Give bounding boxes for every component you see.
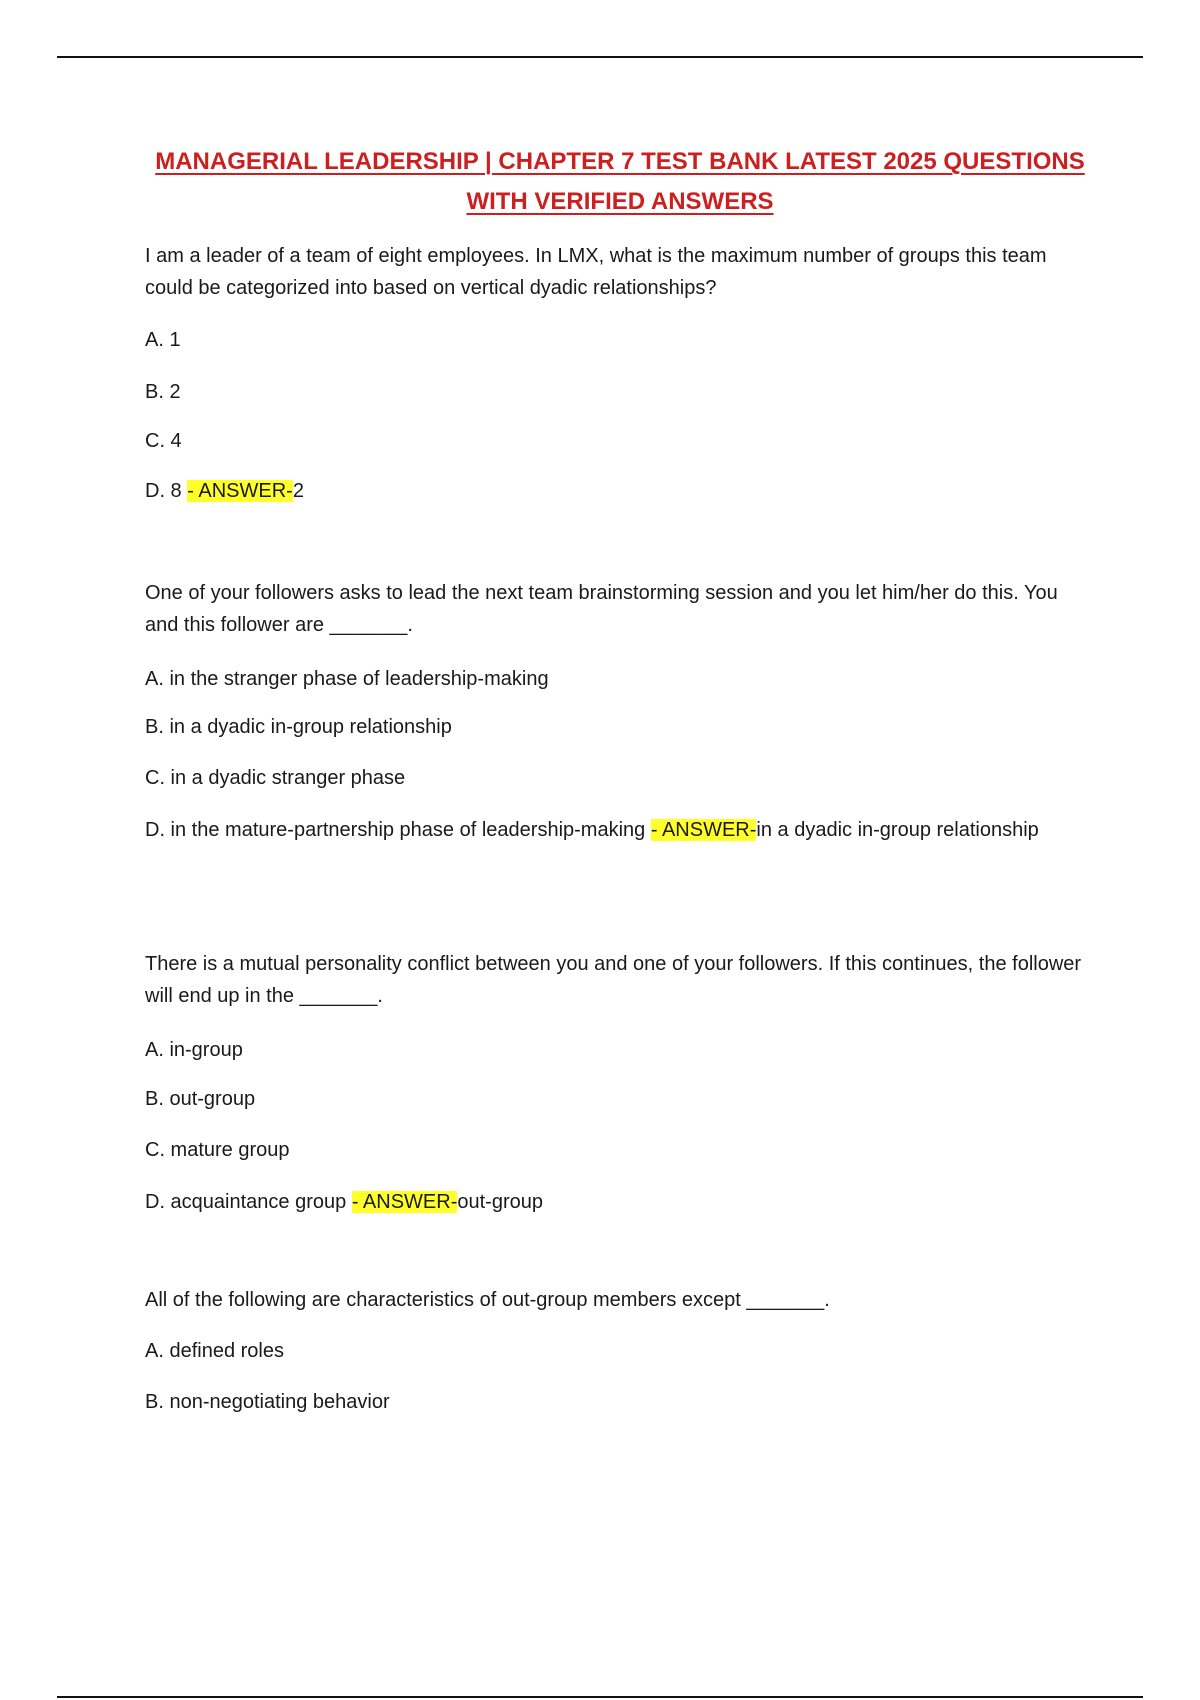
option-c: C. mature group xyxy=(145,1139,290,1161)
question-3 xyxy=(145,948,1085,1012)
option-d-text: D. 8 xyxy=(145,480,182,502)
option-b: B. 2 xyxy=(145,381,181,403)
answer-text: 2 xyxy=(292,480,304,502)
answer-text: out-group xyxy=(457,1191,543,1213)
question-text: There is a mutual personality conflict between you and one of your followers. If this continues, the follower will end up in the _______. xyxy=(145,953,1082,1007)
title-line-1: MANAGERIAL LEADERSHIP | CHAPTER 7 TEST BANK LATEST 2025 QUESTIONS xyxy=(155,148,1085,175)
answer-text: in a dyadic in-group relationship xyxy=(756,819,1039,841)
question-2 xyxy=(145,577,1085,641)
answer-marker: - ANSWER- xyxy=(351,1191,458,1213)
question-text: I am a leader of a team of eight employees. In LMX, what is the maximum number of groups this team could be categorized into based on vertical dyadic relationships? xyxy=(145,245,1047,299)
document-title xyxy=(130,142,1110,222)
answer-marker: - ANSWER- xyxy=(187,480,293,502)
top-rule xyxy=(57,56,1143,58)
option-a: A. defined roles xyxy=(145,1340,284,1362)
question-text: One of your followers asks to lead the next team brainstorming session and you let him/her do this. You and this follower are _______. xyxy=(145,582,1058,636)
option-d xyxy=(145,814,1085,846)
option-d-text: D. in the mature-partnership phase of leadership-making xyxy=(145,819,651,841)
option-d xyxy=(145,475,1085,507)
option-a: A. in the stranger phase of leadership-making xyxy=(145,668,549,690)
option-b: B. non-negotiating behavior xyxy=(145,1391,390,1413)
option-d xyxy=(145,1186,1085,1218)
question-4 xyxy=(145,1284,1085,1316)
option-b: B. in a dyadic in-group relationship xyxy=(145,716,452,738)
title-line-2: WITH VERIFIED ANSWERS xyxy=(466,188,774,215)
question-1 xyxy=(145,240,1085,304)
answer-marker: - ANSWER- xyxy=(650,819,757,841)
option-c: C. in a dyadic stranger phase xyxy=(145,767,406,789)
option-d-text: D. acquaintance group xyxy=(145,1191,352,1213)
option-a: A. in-group xyxy=(145,1039,243,1061)
option-a: A. 1 xyxy=(145,329,181,351)
question-text: All of the following are characteristics of out-group members except _______. xyxy=(145,1289,830,1311)
option-b: B. out-group xyxy=(145,1088,256,1110)
option-c: C. 4 xyxy=(145,430,182,452)
bottom-rule xyxy=(57,1696,1143,1698)
